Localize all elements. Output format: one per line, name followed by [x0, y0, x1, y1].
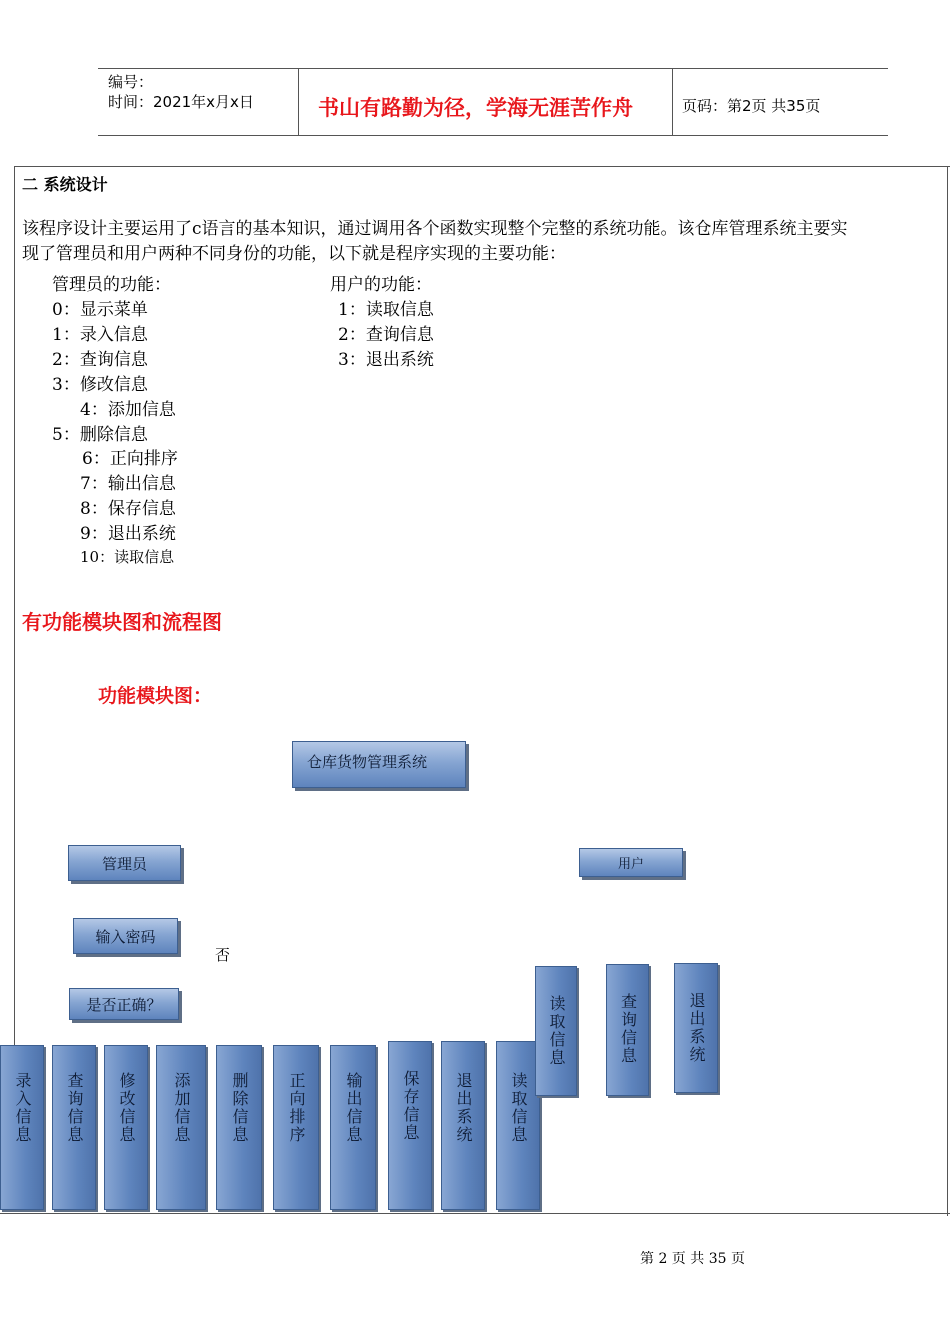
admin-module-label: 查询信息	[65, 1072, 84, 1144]
admin-function-item: 5：删除信息	[52, 425, 148, 445]
admin-module-box	[496, 1041, 540, 1210]
admin-module-label: 正向排序	[287, 1072, 306, 1144]
admin-function-item: 10：读取信息	[80, 548, 175, 566]
admin-function-item: 9：退出系统	[80, 524, 176, 544]
header-number-label: 编号：	[108, 73, 154, 91]
admin-function-item: 1：录入信息	[52, 325, 148, 345]
check-box	[69, 988, 179, 1020]
password-label: 输入密码	[95, 927, 156, 946]
header-top-border	[98, 68, 888, 69]
admin-module-label: 修改信息	[117, 1072, 136, 1144]
admin-functions-heading: 管理员的功能：	[52, 275, 171, 295]
password-box	[73, 918, 178, 954]
user-box	[579, 848, 683, 877]
header-bottom-border	[98, 135, 888, 136]
user-module-box	[606, 964, 649, 1096]
frame-top-border	[14, 166, 950, 167]
header-motto: 书山有路勤为径，学海无涯苦作舟	[318, 96, 633, 120]
admin-label: 管理员	[101, 854, 147, 873]
admin-box	[68, 845, 181, 881]
admin-function-item: 2：查询信息	[52, 350, 148, 370]
header-page-label: 页码：第2页 共35页	[682, 97, 821, 115]
diagram-subheading: 功能模块图：	[98, 685, 213, 707]
header-divider-2	[672, 68, 673, 136]
user-module-label: 读取信息	[547, 995, 566, 1067]
root-system-label: 仓库货物管理系统	[307, 753, 428, 771]
admin-module-label: 保存信息	[401, 1070, 420, 1142]
check-label: 是否正确？	[86, 995, 162, 1014]
admin-module-label: 删除信息	[230, 1072, 249, 1144]
user-function-item: 3：退出系统	[338, 350, 434, 370]
admin-function-item: 6：正向排序	[82, 449, 178, 469]
frame-right-border	[947, 166, 948, 1216]
header-time-label: 时间：2021年x月x日	[108, 93, 254, 111]
header-divider-1	[298, 68, 299, 136]
admin-module-label: 退出系统	[454, 1072, 473, 1144]
paragraph-line-2: 现了管理员和用户两种不同身份的功能，以下就是程序实现的主要功能：	[22, 244, 566, 264]
user-module-label: 查询信息	[618, 993, 638, 1065]
root-system-box	[292, 741, 466, 788]
admin-module-label: 添加信息	[172, 1072, 191, 1144]
user-module-box	[535, 966, 577, 1096]
user-functions-heading: 用户的功能：	[330, 275, 432, 295]
admin-module-label: 录入信息	[13, 1072, 32, 1144]
no-label: 否	[215, 946, 231, 964]
admin-module-box	[156, 1045, 206, 1210]
user-function-item: 1：读取信息	[338, 300, 434, 320]
admin-function-item: 7：输出信息	[80, 474, 176, 494]
admin-function-item: 8：保存信息	[80, 499, 176, 519]
user-function-item: 2：查询信息	[338, 325, 434, 345]
frame-bottom-border	[0, 1213, 950, 1214]
admin-module-box	[273, 1045, 319, 1210]
admin-function-item: 0：显示菜单	[52, 300, 148, 320]
admin-module-box	[388, 1041, 432, 1210]
frame-left-border	[14, 166, 15, 1046]
footer-page-number: 第 2 页 共 35 页	[640, 1251, 745, 1267]
user-module-label: 退出系统	[687, 992, 706, 1064]
admin-module-label: 输出信息	[344, 1072, 363, 1144]
admin-module-label: 读取信息	[509, 1072, 528, 1144]
admin-module-box	[0, 1045, 44, 1210]
user-module-box	[674, 963, 718, 1093]
admin-module-box	[330, 1045, 376, 1210]
admin-function-item: 3：修改信息	[52, 375, 148, 395]
admin-module-box	[216, 1045, 262, 1210]
admin-function-item: 4：添加信息	[80, 400, 176, 420]
admin-module-box	[441, 1041, 485, 1210]
admin-module-box	[52, 1045, 96, 1210]
section-title: 二 系统设计	[22, 175, 108, 194]
diagram-heading: 有功能模块图和流程图	[22, 610, 222, 634]
admin-module-box	[104, 1045, 148, 1210]
paragraph-line-1: 该程序设计主要运用了c语言的基本知识，通过调用各个函数实现整个完整的系统功能。该仓库管理系统主要实	[22, 219, 848, 239]
user-label: 用户	[617, 857, 644, 872]
